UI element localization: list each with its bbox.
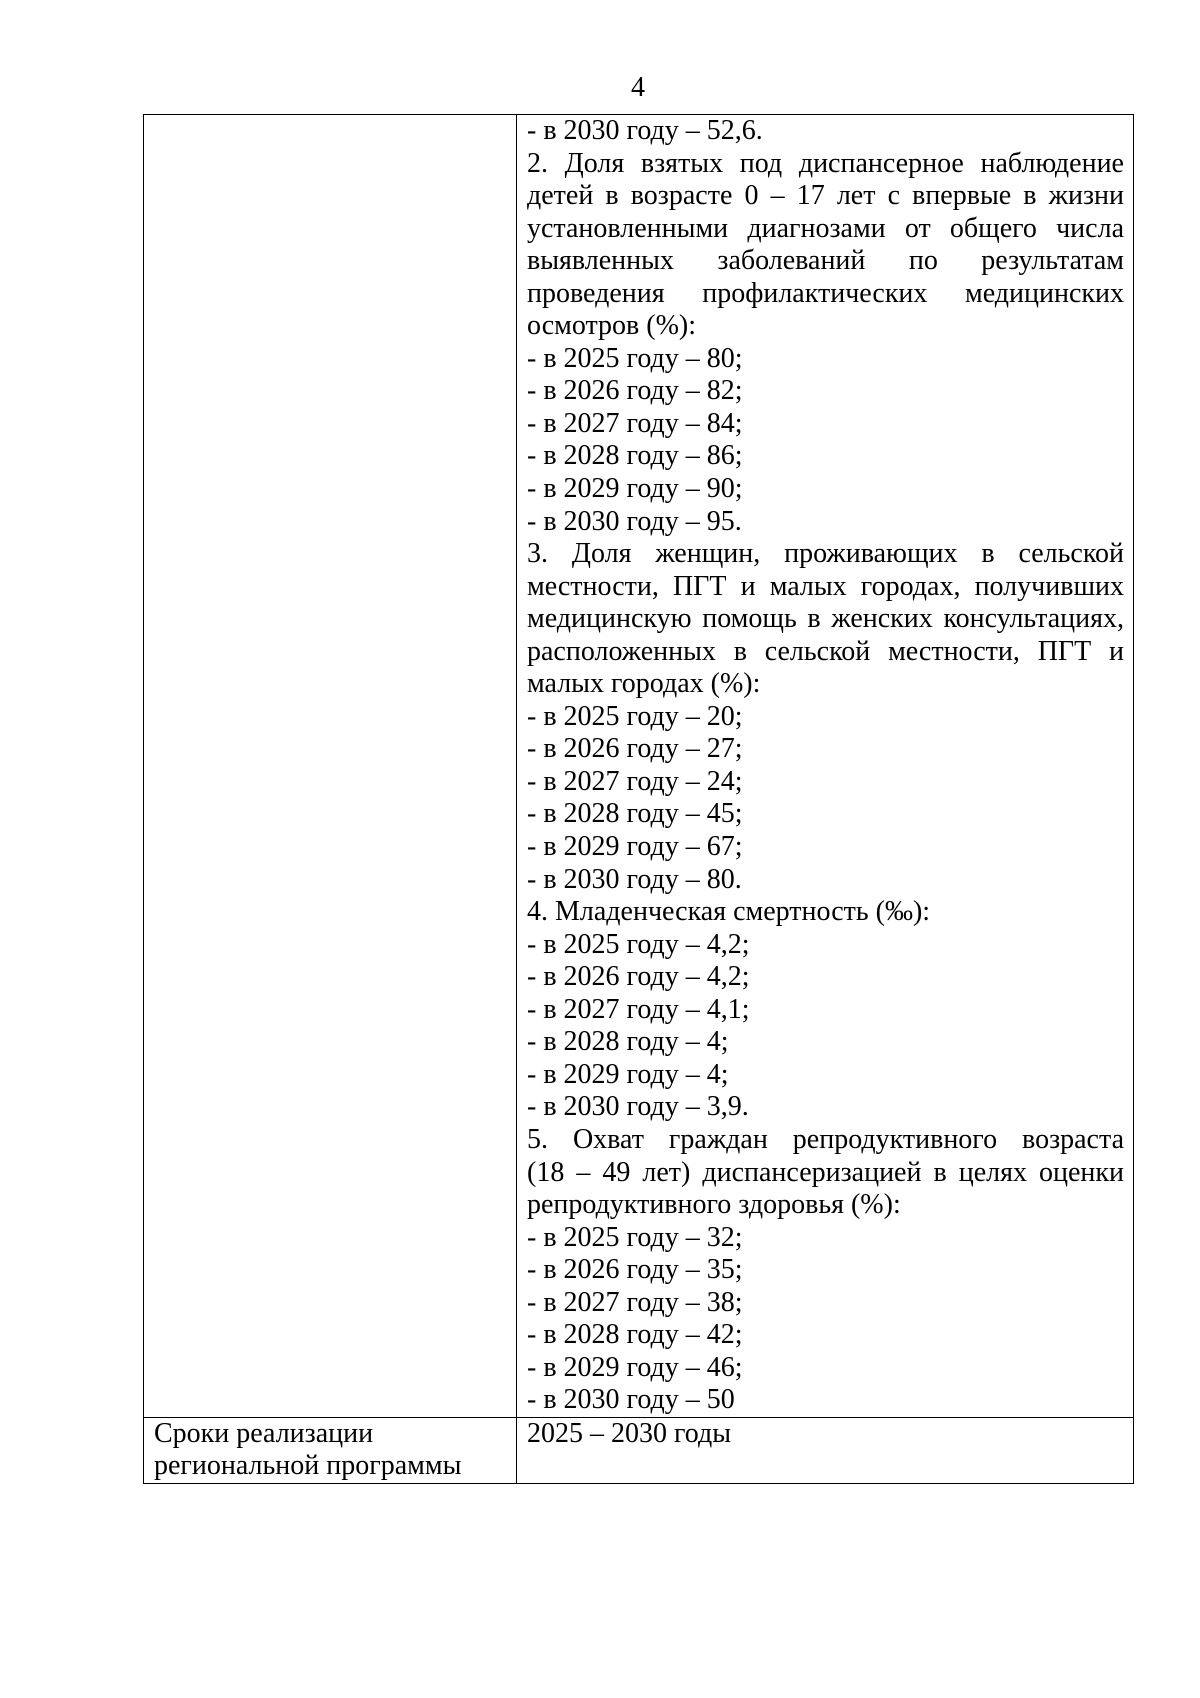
indicator-line: осмотров (%): (527, 310, 697, 342)
indicator-line: - в 2029 году – 46; (527, 1351, 743, 1383)
indicator-line: - в 2027 году – 24; (527, 765, 743, 797)
indicator-line: - в 2028 году – 42; (527, 1319, 743, 1351)
indicator-line: 2. Доля взятых под диспансерное наблюдение (527, 147, 1124, 179)
indicator-line: - в 2027 году – 38; (527, 1286, 743, 1318)
indicator-line: - в 2030 году – 80. (527, 863, 742, 895)
indicator-line: выявленных заболеваний по результатам (527, 245, 1124, 277)
indicator-line: - в 2025 году – 80; (527, 342, 743, 374)
indicator-line: - в 2028 году – 4; (527, 1026, 729, 1058)
indicators-value-cell (517, 115, 1134, 1418)
indicator-line: - в 2029 году – 90; (527, 473, 743, 505)
indicator-line: - в 2028 году – 86; (527, 440, 743, 472)
timeline-label-cell (144, 1417, 517, 1483)
indicator-line: 5. Охват граждан репродуктивного возраста (527, 1123, 1124, 1155)
indicator-line: 3. Доля женщин, проживающих в сельской (527, 538, 1124, 570)
passport-table (143, 114, 1134, 1484)
indicators-label-cell (144, 115, 517, 1418)
indicator-line: местности, ПГТ и малых городах, получивших (527, 570, 1124, 602)
indicator-line: - в 2030 году – 3,9. (527, 1091, 749, 1123)
indicator-line: - в 2027 году – 84; (527, 407, 743, 439)
indicator-line: - в 2028 году – 45; (527, 798, 743, 830)
indicator-line: - в 2030 году – 52,6. (527, 115, 763, 146)
indicator-line: расположенных в сельской местности, ПГТ и (527, 635, 1124, 667)
timeline-label-line: Сроки реализации (154, 1417, 374, 1449)
indicator-line: репродуктивного здоровья (%): (527, 1189, 901, 1221)
page-number: 4 (631, 72, 645, 103)
table-row-indicators (144, 115, 1134, 1418)
indicator-line: установленными диагнозами от общего числа (527, 212, 1124, 244)
timeline-label-line: региональной программы (154, 1450, 462, 1482)
indicator-line: - в 2025 году – 20; (527, 700, 743, 732)
indicator-line: - в 2026 году – 4,2; (527, 961, 750, 993)
indicator-line: - в 2026 году – 82; (527, 375, 743, 407)
indicator-line: - в 2030 году – 95. (527, 505, 742, 537)
indicator-line: проведения профилактических медицинских (527, 277, 1124, 309)
indicator-line: - в 2026 году – 27; (527, 733, 743, 765)
indicator-line: медицинскую помощь в женских консультациях, (527, 603, 1124, 635)
indicator-line: (18 – 49 лет) диспансеризацией в целях оценки (527, 1156, 1124, 1188)
indicator-line: - в 2029 году – 4; (527, 1058, 729, 1090)
indicator-line: детей в возрасте 0 – 17 лет с впервые в жизни (527, 180, 1124, 212)
timeline-value-cell: 2025 – 2030 годы (517, 1417, 1134, 1483)
table-row-timeline (144, 1417, 1134, 1483)
indicator-line: - в 2030 году – 50 (527, 1384, 735, 1416)
indicator-line: - в 2025 году – 4,2; (527, 928, 750, 960)
indicator-line: - в 2027 году – 4,1; (527, 993, 750, 1025)
indicator-line: малых городах (%): (527, 668, 761, 700)
indicator-line: 4. Младенческая смертность (‰): (527, 896, 931, 928)
indicator-line: - в 2025 году – 32; (527, 1221, 743, 1253)
indicator-line: - в 2026 году – 35; (527, 1254, 743, 1286)
indicator-line: - в 2029 году – 67; (527, 831, 743, 863)
